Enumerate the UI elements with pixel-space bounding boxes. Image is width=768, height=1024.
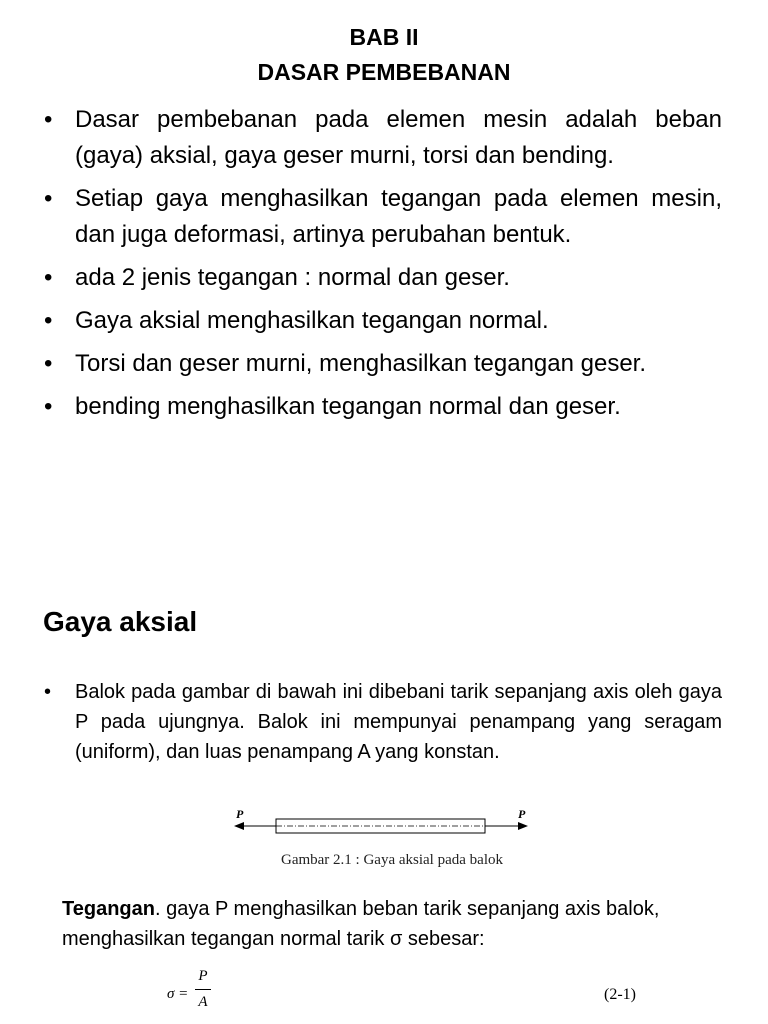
list-item: • Gaya aksial menghasilkan tegangan normal. bbox=[42, 303, 722, 339]
list-item: • Dasar pembebanan pada elemen mesin adalah beban (gaya) aksial, gaya geser murni, torsi dan bending. bbox=[42, 102, 722, 174]
section-bullet-list bbox=[42, 677, 722, 767]
equation-number: (2-1) bbox=[604, 986, 636, 1003]
left-force-label: P bbox=[236, 807, 244, 821]
right-force-label: P bbox=[518, 807, 526, 821]
formula-numerator: P bbox=[198, 968, 208, 984]
formula-fraction bbox=[195, 968, 211, 1011]
list-item: • Balok pada gambar di bawah ini dibebani tarik sepanjang axis oleh gaya P pada ujungnya. Balok ini mempunyai penampang yang seragam (uniform), dan luas penampang A yang konstan. bbox=[42, 677, 722, 767]
paragraph-text: . gaya P menghasilkan beban tarik sepanjang axis balok, menghasilkan tegangan normal tarik σ sebesar: bbox=[62, 898, 660, 950]
section-heading: Gaya aksial bbox=[43, 606, 198, 637]
stress-paragraph bbox=[62, 894, 722, 954]
fraction-bar bbox=[195, 989, 211, 990]
list-item: • bending menghasilkan tegangan normal dan geser. bbox=[42, 389, 722, 425]
list-item: • Torsi dan geser murni, menghasilkan tegangan geser. bbox=[42, 346, 722, 382]
formula-lhs: σ = bbox=[167, 986, 189, 1002]
list-item: • ada 2 jenis tegangan : normal dan geser. bbox=[42, 260, 722, 296]
list-item: • Setiap gaya menghasilkan tegangan pada elemen mesin, dan juga deformasi, artinya perubahan bentuk. bbox=[42, 181, 722, 253]
right-arrow-icon bbox=[518, 822, 528, 830]
page-title: DASAR PEMBEBANAN bbox=[257, 59, 511, 85]
intro-bullet-list bbox=[42, 102, 722, 432]
axial-load-figure bbox=[232, 802, 542, 842]
formula-denominator: A bbox=[198, 994, 208, 1010]
chapter-label: BAB II bbox=[349, 24, 419, 50]
figure-caption: Gambar 2.1 : Gaya aksial pada balok bbox=[280, 852, 503, 868]
left-arrow-icon bbox=[234, 822, 244, 830]
paragraph-bold-term: Tegangan bbox=[62, 898, 155, 920]
